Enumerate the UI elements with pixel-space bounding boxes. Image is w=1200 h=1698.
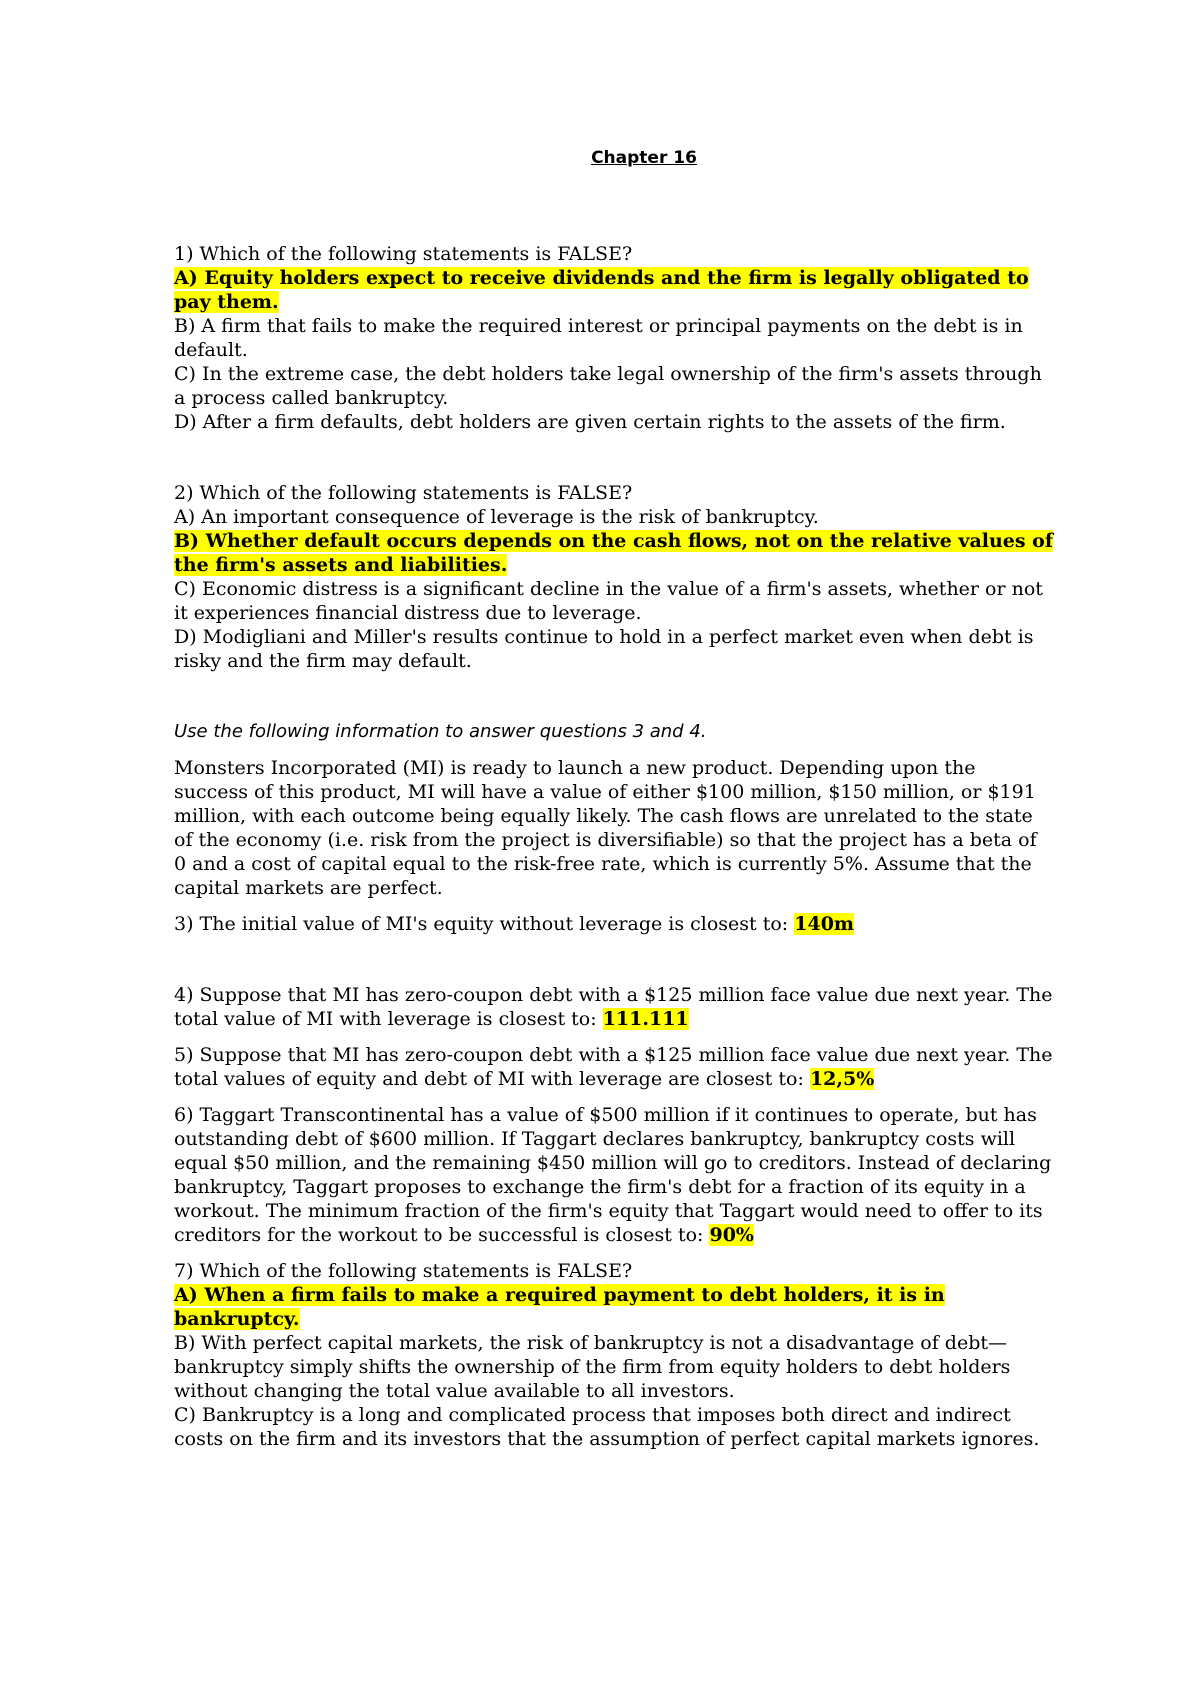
question-5-stem: 5) Suppose that MI has zero-coupon debt with a $125 million face value due next year. The total values of equity and debt of MI with leverage are closest to:	[174, 1044, 1053, 1090]
question-1-option-b: B) A firm that fails to make the required interest or principal payments on the debt is in default.	[174, 315, 1023, 361]
scenario-paragraph: Monsters Incorporated (MI) is ready to launch a new product. Depending upon the success of this product, MI will have a value of either $100 million, $150 million, or $191 million, with each outcome being equally likely. The cash flows are unrelated to the state of the economy (i.e. risk from the project is diversifiable) so that the project has a beta of 0 and a cost of capital equal to the risk-free rate, which is currently 5%. Assume that the capital markets are perfect.	[174, 757, 1037, 899]
question-4	[174, 983, 1054, 1031]
question-1-option-c: C) In the extreme case, the debt holders take legal ownership of the firm's assets through a process called bankruptcy.	[174, 363, 1042, 409]
question-1-option-d: D) After a firm defaults, debt holders are given certain rights to the assets of the firm.	[174, 411, 1006, 433]
question-4-stem: 4) Suppose that MI has zero-coupon debt with a $125 million face value due next year. The total value of MI with leverage is closest to:	[174, 984, 1053, 1030]
question-1	[174, 242, 1054, 434]
page-title: Chapter 16	[591, 148, 697, 168]
question-2-option-c: C) Economic distress is a significant decline in the value of a firm's assets, whether or not it experiences financial distress due to leverage.	[174, 578, 1043, 624]
question-6-answer: 90%	[709, 1224, 754, 1246]
question-4-answer: 111.111	[602, 1008, 689, 1030]
question-1-stem: 1) Which of the following statements is FALSE?	[174, 243, 633, 265]
question-2-option-b	[174, 529, 1054, 577]
document-body	[174, 146, 1054, 1451]
question-7	[174, 1259, 1054, 1451]
highlighted-answer: A) Equity holders expect to receive dividends and the firm is legally obligated to pay them.	[174, 267, 1029, 313]
question-3-stem: 3) The initial value of MI's equity without leverage is closest to:	[174, 913, 789, 935]
question-2	[174, 481, 1054, 673]
question-6-stem: 6) Taggart Transcontinental has a value of $500 million if it continues to operate, but has outstanding debt of $600 million. If Taggart declares bankruptcy, bankruptcy costs will equal $50 million, and the remaining $450 million will go to creditors. Instead of declaring bankruptcy, Taggart proposes to exchange the firm's debt for a fraction of its equity in a workout. The minimum fraction of the firm's equity that Taggart would need to offer to its creditors for the workout to be successful is closest to:	[174, 1104, 1052, 1246]
question-3-answer: 140m	[794, 913, 855, 935]
instruction-note: Use the following information to answer questions 3 and 4.	[174, 721, 707, 742]
question-3	[174, 912, 1054, 936]
question-7-stem: 7) Which of the following statements is FALSE?	[174, 1260, 633, 1282]
question-5	[174, 1043, 1054, 1091]
question-5-answer: 12,5%	[809, 1068, 875, 1090]
question-2-stem: 2) Which of the following statements is FALSE?	[174, 482, 633, 504]
question-2-option-d: D) Modigliani and Miller's results continue to hold in a perfect market even when debt is risky and the firm may default.	[174, 626, 1034, 672]
question-7-option-b: B) With perfect capital markets, the risk of bankruptcy is not a disadvantage of debt—bankruptcy simply shifts the ownership of the firm from equity holders to debt holders without changing the total value available to all investors.	[174, 1332, 1011, 1402]
question-6	[174, 1103, 1054, 1247]
highlighted-answer: B) Whether default occurs depends on the cash flows, not on the relative values of the firm's assets and liabilities.	[174, 530, 1054, 576]
highlighted-answer: A) When a firm fails to make a required payment to debt holders, it is in bankruptcy.	[174, 1284, 945, 1330]
question-1-option-a	[174, 266, 1054, 314]
question-7-option-a	[174, 1283, 1054, 1331]
question-7-option-c: C) Bankruptcy is a long and complicated process that imposes both direct and indirect costs on the firm and its investors that the assumption of perfect capital markets ignores.	[174, 1404, 1040, 1450]
question-2-option-a: A) An important consequence of leverage is the risk of bankruptcy.	[174, 506, 819, 528]
